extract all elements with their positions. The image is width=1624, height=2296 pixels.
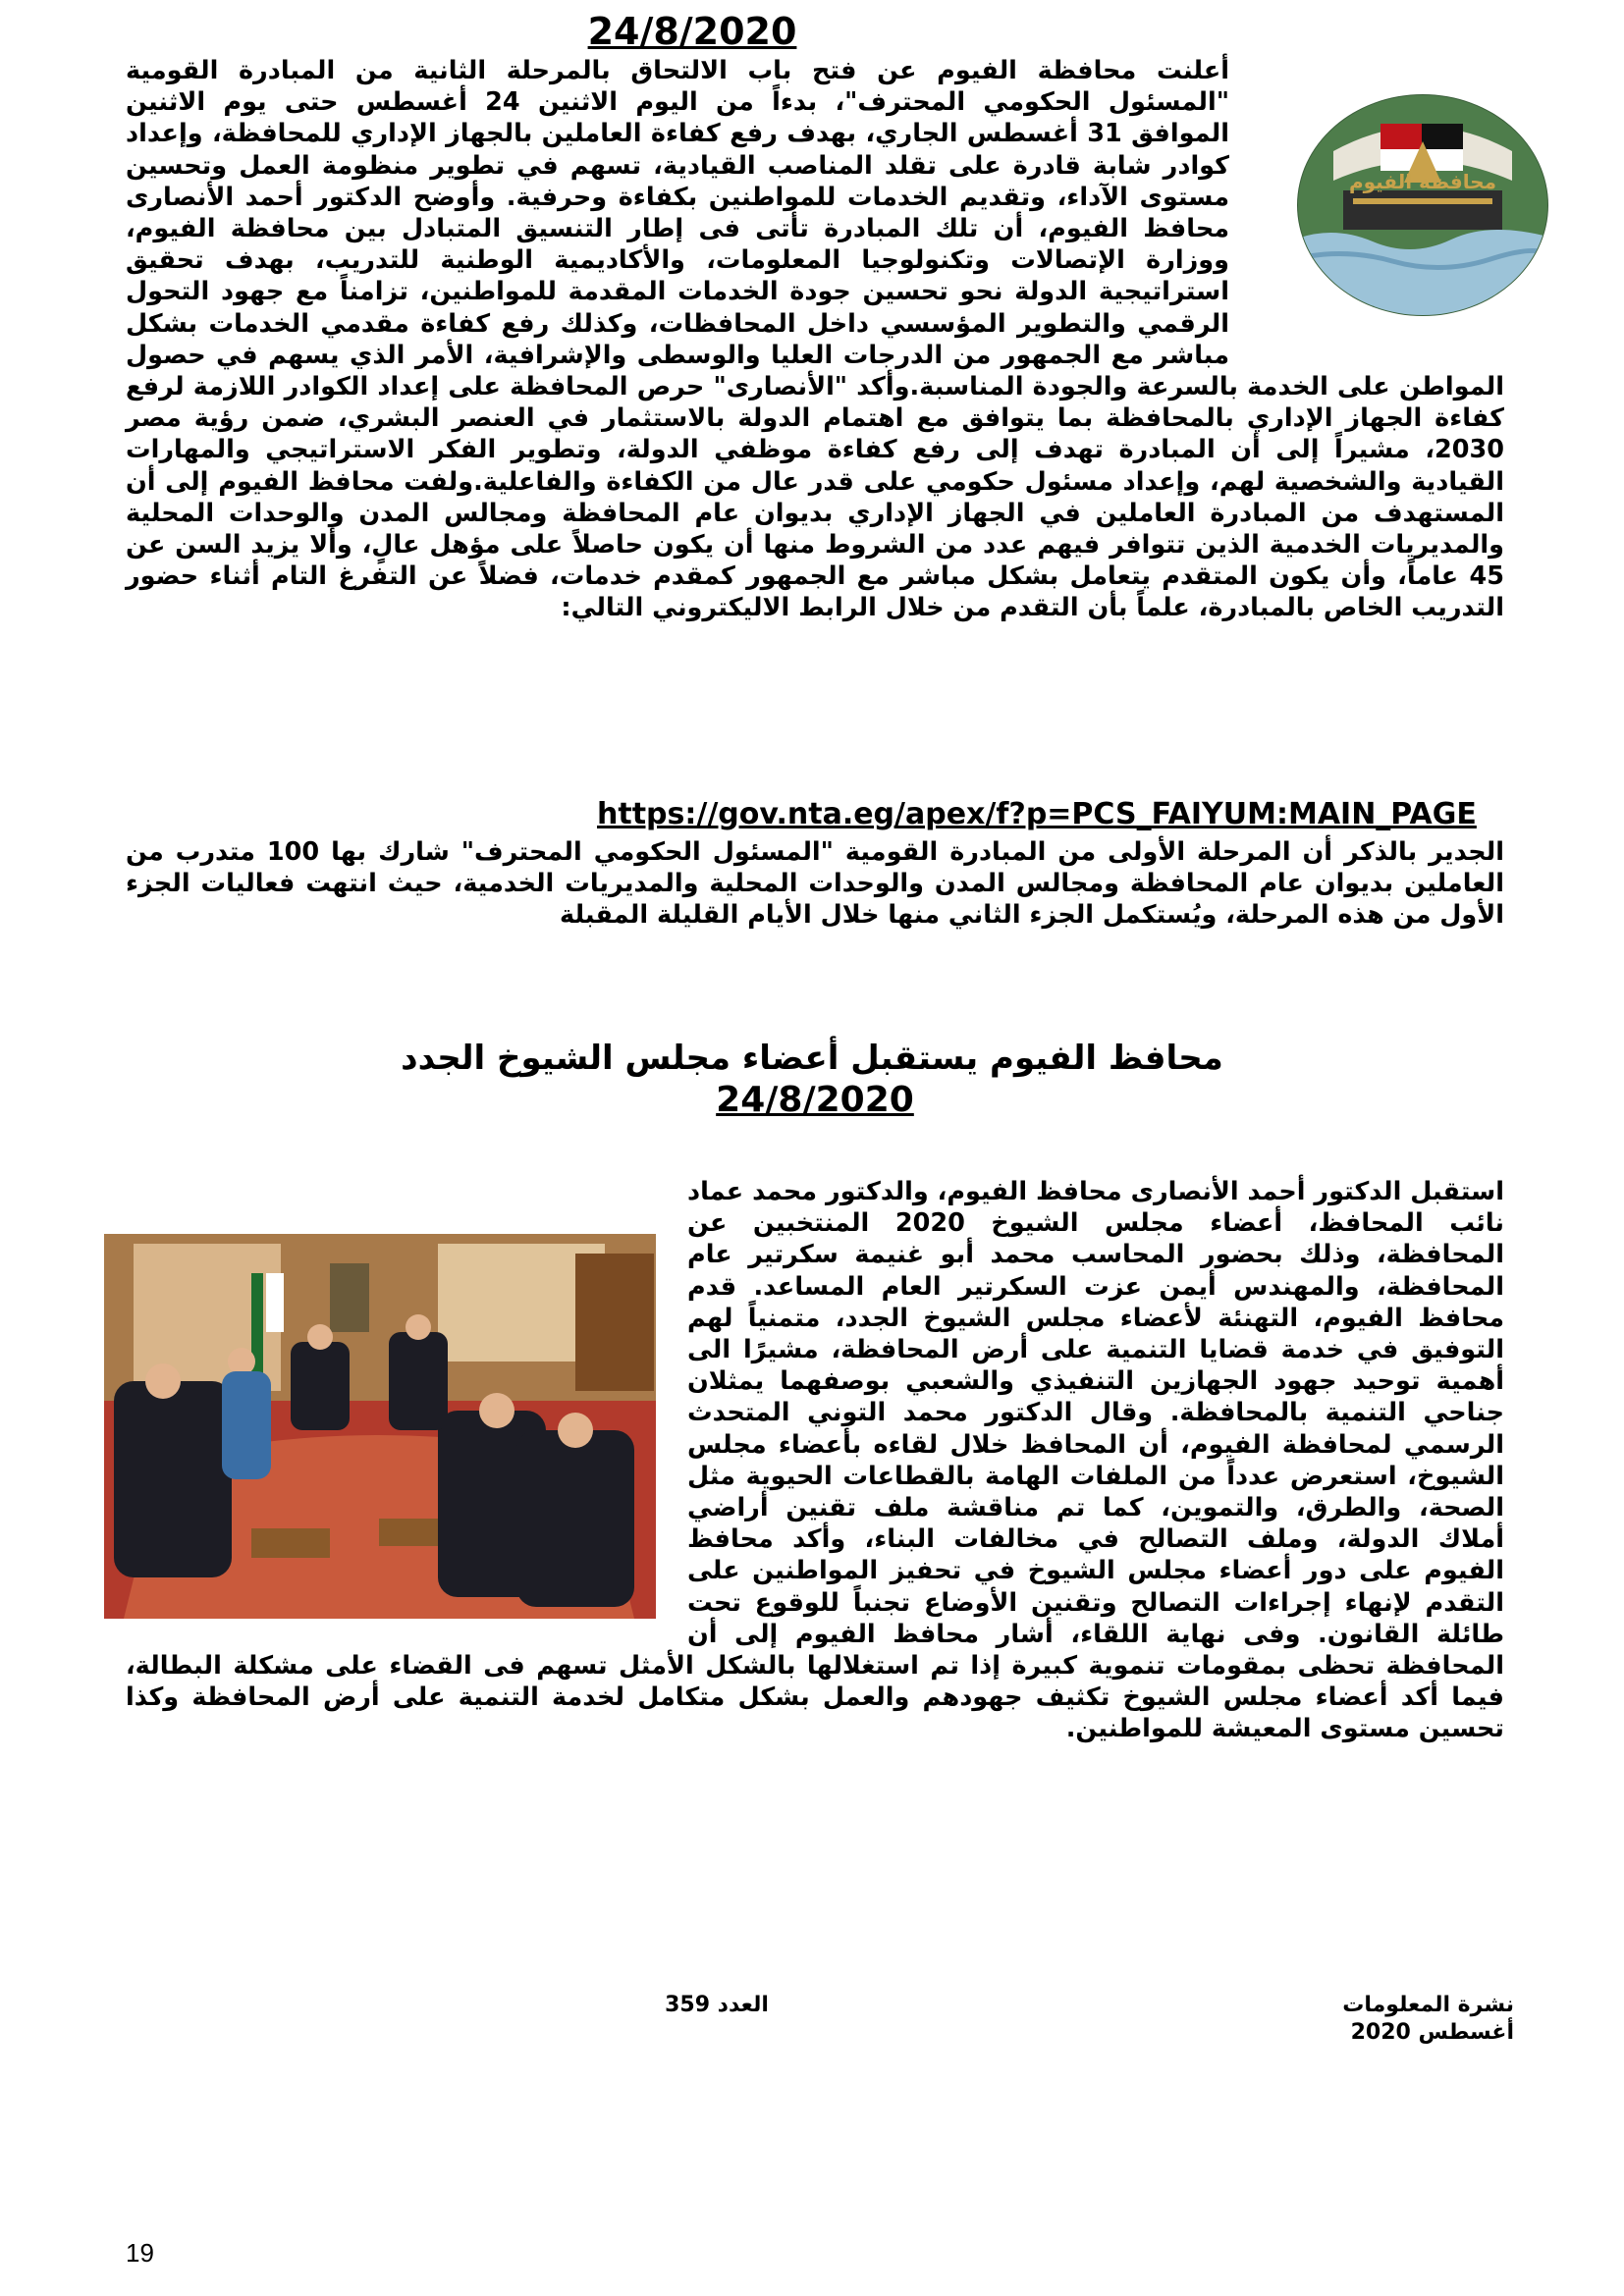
logo-spacer bbox=[1229, 55, 1504, 367]
article1-paragraph: أعلنت محافظة الفيوم عن فتح باب الالتحاق بالمرحلة الثانية من المبادرة القومية "المسئول الحكومي المحترف"، بدءاً من اليوم الاثنين 24 أغسطس حتى يوم الاثنين الموافق 31 أغسطس الجاري، بهدف رفع كفاءة العاملين بالجهاز الإداري للمحافظة، وإعداد كوادر شابة قادرة على تقلد المناصب القيادية، تسهم في تطوير منظومة العمل وتحسين مستوى الآداء، وتقديم الخدمات للمواطنين بكفاءة وحرفية. وأوضح الدكتور أحمد الأنصارى محافظ الفيوم، أن تلك المبادرة تأتى فى إطار التنسيق المتبادل بين محافظة الفيوم، ووزارة الإتصالات وتكنولوجيا المعلومات، والأكاديمية الوطنية للتدريب، بهدف تحقيق استراتيجية الدولة نحو تحسين جودة الخدمات المقدمة للمواطنين، تزامناً مع جهود التحول الرقمي والتطوير المؤسسي داخل المحافظات، وكذلك رفع كفاءة مقدمي الخدمات بشكل مباشر مع الجمهور من الدرجات العليا والوسطى والإشرافية، الأمر الذي يسهم في حصول المواطن على الخدمة بالسرعة والجودة المناسبة.وأكد "الأنصارى" حرص المحافظة على إعداد الكوادر اللازمة لرفع كفاءة الجهاز الإداري بالمحافظة بما يتوافق مع اهتمام الدولة بالاستثمار في العنصر البشري، ضمن رؤية مصر 2030، مشيراً إلى أن المبادرة تهدف إلى رفع كفاءة موظفي الدولة، وتطوير الفكر الاستراتيجي والمهارات القيادية والشخصية لهم، وإعداد مسئول حكومي على قدر عال من الكفاءة والفاعلية.ولفت محافظ الفيوم إلى أن المستهدف من المبادرة العاملين في الجهاز الإداري بديوان عام المحافظة ومجالس المدن والوحدات المحلية والمديريات الخدمية الذين تتوافر فيهم عدد من الشروط منها أن يكون حاصلاً على مؤهل عالٍ، وألا يزيد السن عن 45 عاماً، وأن يكون المتقدم يتعامل بشكل مباشر مع الجمهور كمقدم خدمات، فضلاً عن التفرغ التام أثناء حضور التدريب الخاص بالمبادرة، علماً بأن التقدم من خلال الرابط الاليكتروني التالي: bbox=[126, 56, 1504, 623]
article2-date: 24/8/2020 bbox=[716, 1080, 914, 1120]
footer-publication: نشرة المعلومات bbox=[1342, 1993, 1514, 2017]
article2-headline: محافظ الفيوم يستقبل أعضاء مجلس الشيوخ الجدد bbox=[401, 1039, 1223, 1078]
footer-issue: العدد 359 bbox=[665, 1993, 769, 2017]
photo-spacer bbox=[126, 1176, 687, 1620]
article2-body bbox=[126, 1176, 1504, 1745]
article1-date: 24/8/2020 bbox=[587, 10, 797, 53]
article1-body bbox=[126, 55, 1504, 624]
registration-link[interactable]: https://gov.nta.eg/apex/f?p=PCS_FAIYUM:MAIN_PAGE bbox=[597, 797, 1477, 831]
logo-text: محافظة الفيوم bbox=[1348, 170, 1497, 193]
footer-month: أغسطس 2020 bbox=[1350, 2020, 1514, 2045]
article1-closing: الجدير بالذكر أن المرحلة الأولى من المبادرة القومية "المسئول الحكومي المحترف" شارك بها 100 متدرب من العاملين بديوان عام المحافظة ومجالس المدن والوحدات المحلية والمديريات الخدمية، حيث انتهت فعاليات الجزء الأول من هذه المرحلة، ويُستكمل الجزء الثاني منها خلال الأيام القليلة المقبلة bbox=[126, 837, 1504, 931]
article2-paragraph: استقبل الدكتور أحمد الأنصارى محافظ الفيوم، والدكتور محمد عماد نائب المحافظ، أعضاء مجلس الشيوخ 2020 المنتخبين عن المحافظة، وذلك بحضور المحاسب محمد أبو غنيمة سكرتير عام المحافظة، والمهندس أيمن عزت السكرتير العام المساعد. قدم محافظ الفيوم، التهنئة لأعضاء مجلس الشيوخ الجدد، متمنياً لهم التوفيق في خدمة قضايا التنمية على أرض المحافظة، مشيرًا الى أهمية توحيد جهود الجهازين التنفيذي والشعبي بوصفهما يمثلان جناحي التنمية بالمحافظة. وقال الدكتور محمد التوني المتحدث الرسمي لمحافظة الفيوم، أن المحافظ خلال لقاءه بأعضاء مجلس الشيوخ، استعرض عدداً من الملفات الهامة بالقطاعات الحيوية مثل الصحة، والطرق، والتموين، كما تم مناقشة ملف تقنين أراضي أملاك الدولة، وملف التصالح في مخالفات البناء، وأكد محافظ الفيوم على دور أعضاء مجلس الشيوخ في تحفيز المواطنين على التقدم لإنهاء إجراءات التصالح وتقنين الأوضاع تجنباً للوقوع تحت طائلة القانون. وفى نهاية اللقاء، أشار محافظ الفيوم إلى أن المحافظة تحظى بمقومات تنموية كبيرة إذا تم استغلالها بالشكل الأمثل تسهم فى القضاء على مشكلة البطالة، فيما أكد أعضاء مجلس الشيوخ تكثيف جهودهم والعمل بشكل متكامل لخدمة التنمية على أرض المحافظة وكذا تحسين مستوى المعيشة للمواطنين. bbox=[126, 1177, 1505, 1744]
page-number: 19 bbox=[126, 2238, 154, 2268]
